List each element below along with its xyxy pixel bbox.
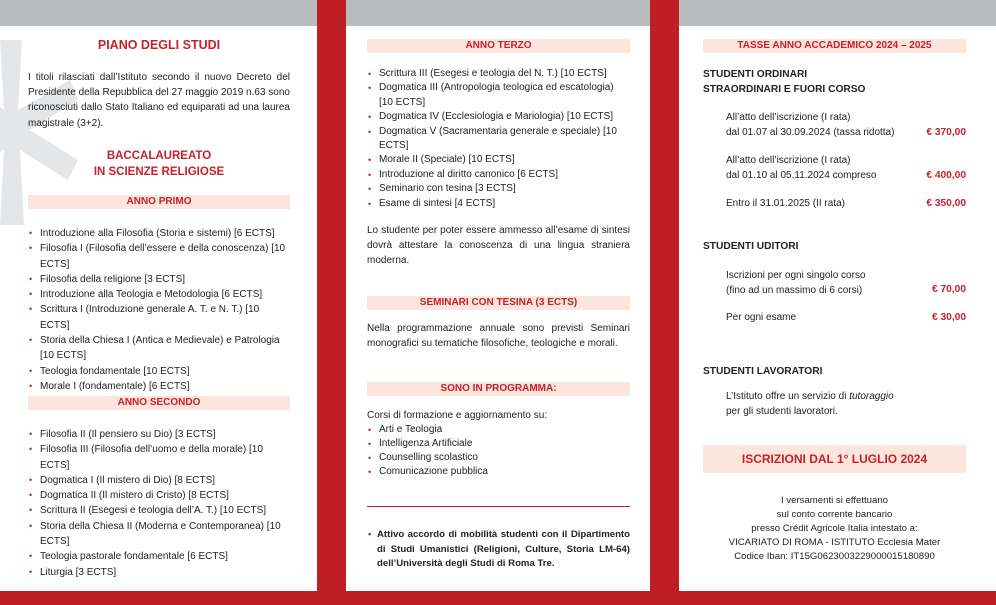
anno-secondo-list (28, 427, 290, 580)
list-item: • Filosofia I (Filosofia dell’essere e della conoscenza) [10 ECTS] (28, 241, 290, 272)
lavoratori-line1 (726, 389, 894, 404)
list-item: • Scrittura II (Esegesi e teologia dell’A. T.) [10 ECTS] (28, 503, 290, 518)
studenti-lavoratori-heading: STUDENTI LAVORATORI (703, 366, 823, 377)
studenti-ordinari-heading (703, 67, 865, 97)
lavoratori-text-pre: L’Istituto offre un servizio di (726, 391, 850, 402)
list-item: • Dogmatica III (Antropologia teologica ed escatologia) [10 ECTS] (367, 81, 630, 110)
top-gray-bar (679, 0, 996, 26)
anno-terzo-heading: ANNO TERZO (367, 39, 630, 53)
anno-primo-heading: ANNO PRIMO (28, 195, 290, 209)
list-item: • Introduzione alla Filosofia (Storia e sistemi) [6 ECTS] (28, 226, 290, 241)
bank-line: I versamenti si effettuano (780, 495, 888, 506)
tasse-heading: TASSE ANNO ACCADEMICO 2024 – 2025 (703, 39, 966, 53)
fee-amount: € 350,00 (926, 198, 966, 209)
list-item: • Introduzione al diritto canonico [6 ECTS] (367, 168, 630, 182)
fee-line2: (fino ad un massimo di 6 corsi) (726, 285, 863, 296)
list-item: • Morale I (fondamentale) [6 ECTS] (28, 379, 290, 394)
fee-description (726, 310, 796, 325)
programma-heading: SONO IN PROGRAMMA: (367, 382, 630, 396)
list-item: • Liturgia [3 ECTS] (28, 565, 290, 580)
list-item: • Filosofia II (Il pensiero su Dio) [3 ECTS] (28, 427, 290, 442)
anno-terzo-list (367, 67, 630, 211)
fee-line2: dal 01.10 al 05.11.2024 compreso (726, 170, 877, 181)
list-item: • Scrittura I (Introduzione generale A. T. e N. T.) [10 ECTS] (28, 302, 290, 333)
mobilita-accordo: • Attivo accordo di mobilità studenti con il Dipartimento di Studi Umanistici (Religioni, Culture, Storia LM-64) dell’Università degli Studi di Roma Tre. (367, 528, 630, 572)
list-item: • Seminario con tesina [3 ECTS] (367, 182, 630, 196)
list-item: • Dogmatica II (Il mistero di Cristo) [8 ECTS] (28, 488, 290, 503)
fee-amount: € 400,00 (926, 170, 966, 181)
bank-line: sul conto corrente bancario (776, 509, 893, 520)
list-item: • Intelligenza Artificiale (367, 437, 630, 451)
list-item: • Teologia pastorale fondamentale [6 ECTS] (28, 549, 290, 564)
list-item: • Teologia fondamentale [10 ECTS] (28, 364, 290, 379)
baccalaureato-line1: BACCALAUREATO (106, 150, 212, 162)
fee-amount: € 370,00 (926, 127, 966, 138)
fee-line1: All’atto dell’iscrizione (I rata) (726, 112, 851, 123)
baccalaureato-line2: IN SCIENZE RELIGIOSE (93, 166, 225, 178)
fee-description (726, 153, 876, 183)
list-item: • Introduzione alla Teologia e Metodologia [6 ECTS] (28, 287, 290, 302)
lavoratori-text (726, 389, 894, 419)
ordinari-line2: STRAORDINARI E FUORI CORSO (703, 84, 866, 95)
anno-primo-list (28, 226, 290, 394)
bank-line: VICARIATO DI ROMA - ISTITUTO Ecclesia Mater (728, 537, 941, 548)
esame-sintesi-note: Lo studente per poter essere ammesso all’esame di sintesi dovrà attestare la conoscenza di una lingua straniera moderna. (367, 225, 630, 266)
seminari-heading: SEMINARI CON TESINA (3 ECTS) (367, 296, 630, 310)
fee-description (726, 196, 845, 211)
bank-line: Codice Iban: IT15G0623003229000015180890 (734, 551, 935, 562)
studenti-uditori-heading: STUDENTI UDITORI (703, 241, 799, 252)
ordinari-line1: STUDENTI ORDINARI (703, 69, 808, 80)
fee-line1: Per ogni esame (726, 312, 797, 323)
programma-list (367, 423, 630, 479)
list-item: • Storia della Chiesa I (Antica e Medievale) e Patrologia [10 ECTS] (28, 333, 290, 364)
fee-line1: Iscrizioni per ogni singolo corso (726, 270, 866, 281)
fee-line1: All’atto dell’iscrizione (I rata) (726, 155, 851, 166)
list-item: • Filosofia III (Filosofia dell’uomo e della morale) [10 ECTS] (28, 442, 290, 473)
list-item: • Esame di sintesi [4 ECTS] (367, 197, 630, 211)
fee-amount: € 30,00 (932, 312, 966, 323)
list-item: • Arti e Teologia (367, 423, 630, 437)
list-item: • Scrittura III (Esegesi e teologia del N. T.) [10 ECTS] (367, 67, 630, 81)
list-item: • Counselling scolastico (367, 451, 630, 465)
seminari-text: Nella programmazione annuale sono previsti Seminari monografici su tematiche filosofiche, teologiche e morali. (367, 323, 630, 349)
piano-studi-title: PIANO DEGLI STUDI (97, 38, 221, 52)
iscrizioni-banner: ISCRIZIONI DAL 1° LUGLIO 2024 (703, 445, 966, 473)
bank-line: presso Crédit Agricole Italia intestato a: (751, 523, 918, 534)
fee-description (726, 110, 894, 140)
fee-description (726, 268, 866, 298)
divider-line (367, 506, 630, 507)
fee-line2: dal 01.07 al 30.09.2024 (tassa ridotta) (726, 127, 895, 138)
bank-info (703, 494, 966, 564)
lavoratori-text-em: tutoraggio (849, 391, 894, 402)
list-item: • Dogmatica I (Il mistero di Dio) [8 ECTS] (28, 473, 290, 488)
list-item: • Comunicazione pubblica (367, 465, 630, 479)
top-gray-bar (0, 0, 317, 26)
list-item: • Morale II (Speciale) [10 ECTS] (367, 153, 630, 167)
fee-amount: € 70,00 (932, 284, 966, 295)
list-item: • Dogmatica IV (Ecclesiologia e Mariologia) [10 ECTS] (367, 110, 630, 124)
list-item: • Filosofia della religione [3 ECTS] (28, 272, 290, 287)
baccalaureato-heading (28, 148, 290, 180)
anno-secondo-heading: ANNO SECONDO (28, 396, 290, 410)
list-item: • Dogmatica V (Sacramentaria generale e speciale) [10 ECTS] (367, 125, 630, 154)
programma-intro: Corsi di formazione e aggiornamento su: (367, 410, 548, 421)
list-item: • Storia della Chiesa II (Moderna e Contemporanea) [10 ECTS] (28, 519, 290, 550)
lavoratori-line2: per gli studenti lavoratori. (726, 406, 838, 417)
intro-paragraph: I titoli rilasciati dall’Istituto secondo il nuovo Decreto del Presidente della Repubblica del 27 maggio 2019 n.63 sono riconosciuti dallo Stato Italiano ed equiparati ad una laurea magistrale (3+2). (28, 72, 290, 129)
fee-line1: Entro il 31.01.2025 (II rata) (726, 198, 845, 209)
top-gray-bar (346, 0, 650, 26)
